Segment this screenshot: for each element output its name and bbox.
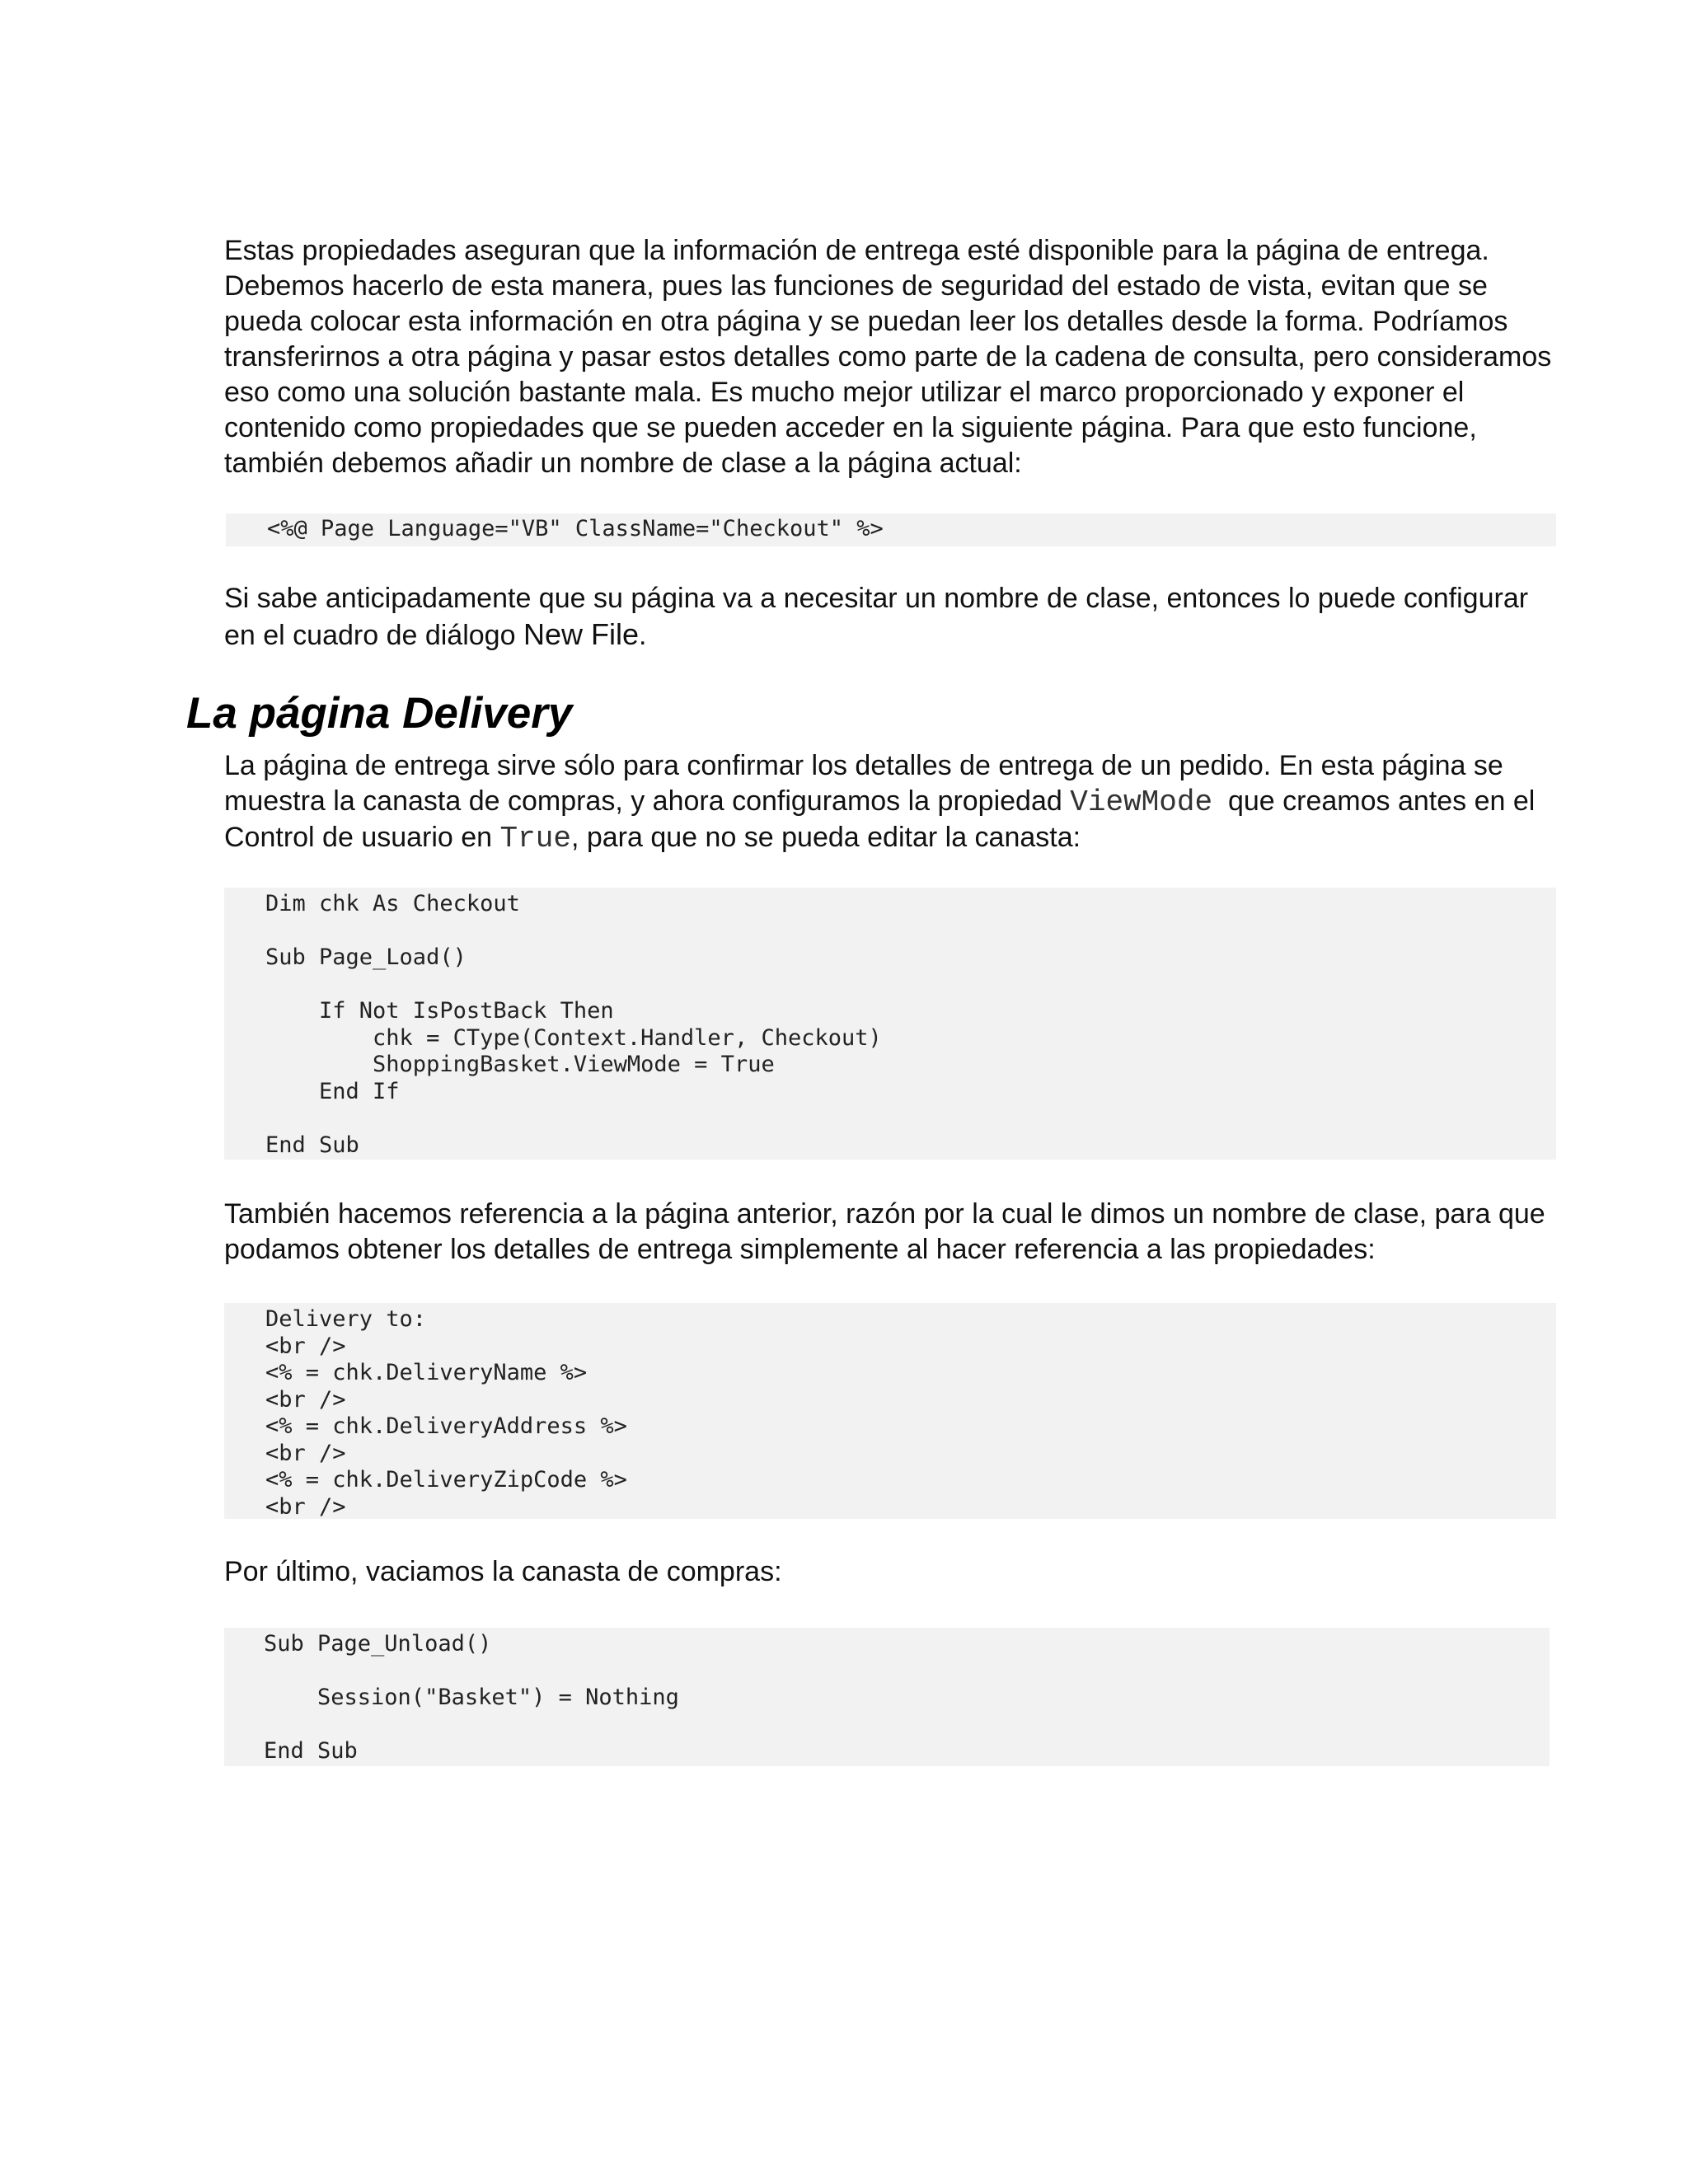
code-line [264, 1712, 1550, 1739]
code-line: <br /> [265, 1440, 346, 1466]
code-line: <% = chk.DeliveryName %> [265, 1360, 588, 1385]
code-block-page-unload [224, 1628, 1550, 1766]
paragraph-text: que creamos antes en el Control de usuario en [224, 785, 1543, 853]
inline-code-viewmode: ViewMode [1070, 785, 1213, 819]
code-line: End If [265, 1078, 400, 1104]
code-line: <% = chk.DeliveryZipCode %> [265, 1467, 627, 1493]
code-line: End Sub [265, 1132, 359, 1158]
code-block-delivery-output [224, 1303, 1556, 1519]
inline-code-true: True [499, 822, 571, 855]
code-line: Sub Page_Unload() [264, 1631, 492, 1657]
code-line: <br /> [265, 1386, 346, 1413]
paragraph-text: Si sabe anticipadamente que su página va a necesitar un nombre de clase, entonces lo puede configurar en el cuadro de diálogo [224, 583, 1529, 651]
paragraph-text: . [638, 620, 647, 651]
code-line: <br /> [265, 1333, 346, 1359]
section-heading: La página Delivery [186, 689, 573, 738]
paragraph-delivery-properties: Estas propiedades aseguran que la información de entrega esté disponible para la página de entrega. Debemos hacerlo de esta manera, pues las funciones de seguridad del estado de vista, evitan que se pueda colocar esta información en otra página y se puedan leer los detalles desde la forma. Podríamos transferirnos a otra página y pasar estos detalles como parte de la cadena de consulta, pero consideramos eso como una solución bastante mala. Es mucho mejor utilizar el marco proporcionado y exponer el contenido como propiedades que se pueden acceder en la siguiente página. Para que esto funcione, también debemos añadir un nombre de clase a la página actual: [224, 235, 1552, 479]
paragraph-text: La página de entrega sirve sólo para confirmar los detalles de entrega de un pedido. En esta página se muestra la canasta de compras, y ahora configuramos la propiedad [224, 750, 1503, 817]
code-line: End Sub [264, 1738, 358, 1764]
paragraph-class-name [224, 581, 1559, 654]
code-line [265, 918, 1556, 945]
code-line: <% = chk.DeliveryAddress %> [265, 1413, 627, 1439]
code-line: Session("Basket") = Nothing [264, 1685, 679, 1710]
code-line: Delivery to: [265, 1306, 427, 1332]
code-line: Sub Page_Load() [265, 944, 467, 970]
code-line: <%@ Page Language="VB" ClassName="Checkout" %> [267, 516, 884, 541]
code-line: <br /> [265, 1493, 346, 1519]
code-block-page-directive [226, 513, 1556, 546]
paragraph-text: , para que no se pueda editar la canasta: [570, 822, 1081, 853]
code-line: Dim chk As Checkout [265, 891, 520, 916]
new-file-dialog-term: New File [523, 617, 639, 651]
code-line [264, 1658, 1550, 1685]
code-block-page-load [224, 888, 1556, 1160]
paragraph-delivery-page [224, 748, 1559, 856]
code-line: ShoppingBasket.ViewMode = True [265, 1052, 775, 1077]
paragraph-empty-basket: Por último, vaciamos la canasta de compras: [224, 1556, 782, 1587]
code-line [265, 972, 1556, 999]
code-line: chk = CType(Context.Handler, Checkout) [265, 1024, 882, 1051]
code-line: If Not IsPostBack Then [265, 998, 614, 1024]
code-line [265, 1105, 1556, 1132]
paragraph-previous-page-reference: También hacemos referencia a la página anterior, razón por la cual le dimos un nombre de clase, para que podamos obtener los detalles de entrega simplemente al hacer referencia a las propiedades: [224, 1198, 1545, 1265]
